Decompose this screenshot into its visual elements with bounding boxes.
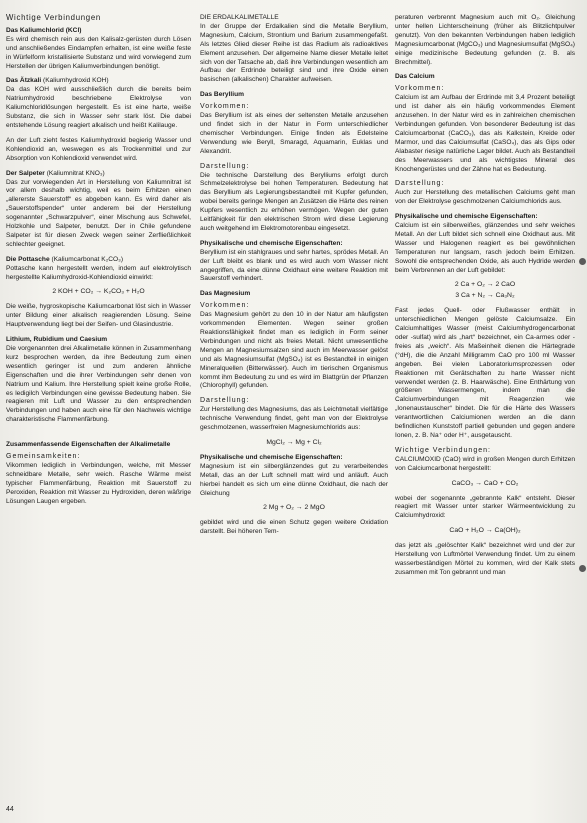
subheading-magnesium-vorkommen: Vorkommen: <box>200 302 250 310</box>
heading-zusammenfassung: Zusammenfassende Eigenschaften der Alkalimetalle <box>6 441 171 449</box>
heading-erdalkalimetalle: DIE ERDALKALIMETALLE <box>200 14 279 21</box>
heading-salpeter-formula: (Kaliumnitrat KNO₃) <box>46 169 105 177</box>
heading-salpeter <box>6 170 191 179</box>
heading-aetzkali <box>6 77 191 86</box>
paragraph-calcium-vorkommen: Calcium ist am Aufbau der Erdrinde mit 3,4 Prozent beteiligt und ist daher als ein häufig vorkommendes Element anzusehen. In der Natur wird es in zahlreichen chemischen Verbindungen gefunden. Von besonderer Bedeutung ist das Calciumcarbonat (CaCO₃), das als Kalkstein, Kreide oder Marmor, und das Calciumsulfat (CaSO₄), das als Gips oder Alabaster riesige natürliche Lager bildet. Auch als Bestandteil des Meerwassers und als wichtigstes Mineral des Knochengerüstes und der Zähne hat es Bedeutung. <box>395 94 575 173</box>
paragraph-beryllium-darstellung: Die technische Darstellung des Berylliums erfolgt durch Schmelzelektrolyse bei hohen Temperaturen. Bedeutung hat das Beryllium als Legierungsbestandteil mit Kupfer gefunden, wobei bereits geringe Mengen an Zusätzen die Härte des reinen Kupfers wesentlich zu erhöhen vermögen. Wegen der guten Leitfähigkeit für den elektrischen Strom wird diese Legierung auch weitgehend im Elektromotorenbau eingesetzt. <box>200 171 388 232</box>
subheading-magnesium-darstellung: Darstellung: <box>200 397 250 405</box>
paragraph-geloeschter-kalk: das jetzt als „gelöschter Kalk“ bezeichnet wird und der zur Herstellung von Luftmörtel Verwendung findet. Um zu einem wasserbeständigen Mörtel zu kommen, wird der Kalk stets zusammen mit Ton gebrannt und man <box>395 542 575 576</box>
subheading-calcium-verbindungen: Wichtige Verbindungen: <box>395 446 491 454</box>
paragraph-aetzkali-2: An der Luft zieht festes Kaliumhydroxid begierig Wasser und Kohlendioxid an, weswegen es als Trockenmittel und zur Absorption von Kohlendioxid verwendet wird. <box>6 136 191 162</box>
paragraph-zusammenfassung: Vikommen lediglich in Verbindungen, welche, mit Messer schneidbare Metalle, sehr weich. Rasche Wärme meist typischer Flammenfärbung, Reaktion mit Sauerstoff zu Peroxiden, Reaktion mit Wasser zu Hydroxiden, deren wäßrige Lösungen Laugen ergeben. <box>6 461 191 505</box>
subheading-beryllium-eigenschaften: Physikalische und chemische Eigenschaften: <box>200 239 343 247</box>
paragraph-beryllium-vorkommen: Das Beryllium ist als eines der seltensten Metalle anzusehen und findet sich in der Natur in Form unterschiedlicher chemischer Verbindungen. Einige finden als Edelsteine Verwendung wie Beryll, Smaragd, Aquamarin, Euklas und Alexandrit. <box>200 112 388 155</box>
heading-lithium: Lithium, Rubidium und Caesium <box>6 336 108 344</box>
paragraph-kaliumchlorid: Es wird chemisch rein aus den Kalisalz-gerüsten durch Lösen und anschließendes Eindampfen erhalten, ist eine weiße feste in Würfelform kristallisierte Substanz und wird vorwiegend zum Herstellen der übrigen Kaliumverbindungen benötigt. <box>6 35 191 70</box>
paragraph-magnesium-darstellung: Zur Herstellung des Magnesiums, das als Leichtmetall vielfältige technische Verwendung findet, geht man von der Elektrolyse geschmolzenen, wasserfreien Magnesiumchlorids aus: <box>200 406 388 432</box>
paragraph-aetzkali-1: Da das KOH wird ausschließlich durch die bereits beim Natriumhydroxid beschriebene Elektrolyse von Kaliumchloridlösungen hergestellt. Es ist eine harte, weiße Substanz, die sich in Wasser sehr stark löst. Die dabei entstehende Lösung reagiert alkalisch und heißt Kalilauge. <box>6 86 191 129</box>
subheading-beryllium-darstellung: Darstellung: <box>200 162 250 170</box>
subheading-calcium-vorkommen: Vorkommen: <box>395 85 445 93</box>
punch-hole-bottom <box>579 565 586 572</box>
paragraph-calcium-darstellung: Auch zur Herstellung des metallischen Calciums geht man von der Elektrolyse geschmolzenen Calciumchlorids aus. <box>395 189 575 206</box>
equation-magnesium-elektrolyse: MgCl₂ → Mg + Cl₂ <box>266 438 322 446</box>
heading-pottasche-formula: (Kaliumcarbonat K₂CO₃) <box>51 255 124 263</box>
section-header: Wichtige Verbindungen <box>6 13 101 22</box>
paragraph-gebrannter-kalk: wobei der sogenannte „gebrannte Kalk“ entsteht. Dieser reagiert mit Wasser unter starker Wärmeentwicklung zu Calciumhydroxid: <box>395 494 575 520</box>
heading-pottasche-title: Die Pottasche <box>6 255 50 263</box>
column-right <box>395 14 575 584</box>
equation-calcium-nitrid: 3 Ca + N₂ → Ca₃N₂ <box>455 292 515 300</box>
equation-calcium-oxid: 2 Ca + O₂ → 2 CaO <box>454 281 516 289</box>
paragraph-magnesium-vorkommen: Das Magnesium gehört zu den 10 in der Natur am häufigsten vorkommenden Elementen. Wegen seiner großen Reaktionsfähigkeit findet man es lediglich in Form seiner Verbindungen und nicht als freies Metall. Nicht unwesentliche Mengen an Magnesiumsalzen sind auch im Meerwasser gelöst und als Magnesiumsulfat (MgSO₄) ist es Bestandteil in einigen Mineralquellen (Bitterwässer). Auch im tierischen Organismus kommt ihm Bedeutung zu und es wird im Blattgrün der Pflanzen (Chlorophyll) gefunden. <box>200 311 388 390</box>
heading-salpeter-title: Der Salpeter <box>6 169 45 177</box>
paragraph-magnesium-fortsetzung: peraturen verbrennt Magnesium auch mit O₂. Gleichung unter hellen Lichterscheinung (früher als Blitzlichtpulver genutzt). Von den bekannten Verbindungen haben lediglich Magnesiumcarbonat (MgCO₃) und Magnesiumsulfat (MgSO₄) einige medizinische Bedeutung gefunden (z. B. als Brechmittel). <box>395 14 575 66</box>
paragraph-pottasche-2: Die weiße, hygroskopische Kaliumcarbonat löst sich in Wasser unter Bildung einer alkalisch reagierenden Lösung. Seine Hauptverwendung liegt bei der Seifen- und Glasindustrie. <box>6 303 191 329</box>
page-number: 44 <box>6 806 14 813</box>
heading-kaliumchlorid: Das Kaliumchlorid (KCl) <box>6 26 82 34</box>
equation-pottasche: 2 KOH + CO₂ → K₂CO₃ + H₂O <box>52 288 145 296</box>
heading-beryllium: Das Beryllium <box>200 91 244 99</box>
column-middle <box>200 14 388 543</box>
subheading-magnesium-eigenschaften: Physikalische und chemische Eigenschaften: <box>200 453 343 461</box>
paragraph-salpeter: Das zur vorwiegenden Art in Herstellung von Kaliumnitrat ist vor allem deshalb wichtig, weil es beim Erhitzen einen „allererste Sauerstoff“ es abgeben kann. Es wird daher als „Sauerstoffspender“ unter anderem bei der Herstellung sogenannter „Schwarzpulver“, einer Mischung aus Schwefel, Holzkohle und Salpeter, benutzt. Der in Chile gefundene Salpeter ist für diesen Zweck wegen seiner Zerfließlichkeit schlechter geeignet. <box>6 178 191 248</box>
paragraph-calcium-wasserhaerte: Fast jedes Quell- oder Flußwasser enthält in unterschiedlichen Mengen gelöste Calciumsalze. Ein Calciumhaltiges Wasser (meist Calciumhydrogencarbonat oder -sulfat) wird als „hart“ bezeichnet, ein Ca-armes oder -freies als „weich“. Als Maßeinheit dienen die Härtegrade (°dH), die die Anzahl Milligramm CaO pro 100 ml Wasser angeben. Bei vielen Laboratoriumsprozessen oder Reaktionen mit Gerätschaften zu harte Wasser nicht verwendet werden (z. B. Haarwäsche). Eine Enthärtung von größeren Wassermengen, indem man die Calciumverbindungen mit Reagenzien wie „Ionenaustauscher“ bindet. Die für die Härte des Wassers verantwortlichen Calciumionen werden an die dann befindlichen Kunststoff partiell gebunden und gegen andere Ionen, z. B. Na⁺ oder H⁺, ausgetauscht. <box>395 307 575 439</box>
paragraph-beryllium-eigenschaften: Beryllium ist ein stahlgraues und sehr hartes, sprödes Metall. An der Luft bleibt es blank und es wird auch vom Wasser nicht angegriffen, da eine dünne Oxidhaut eine weitere Reaktion mit Sauerstoff verhindert. <box>200 248 388 283</box>
heading-pottasche <box>6 256 191 265</box>
subheading-beryllium-vorkommen: Vorkommen: <box>200 103 250 111</box>
heading-aetzkali-title: Das Ätzkali <box>6 77 42 85</box>
column-left <box>6 14 191 513</box>
subheading-calcium-eigenschaften: Physikalische und chemische Eigenschaften: <box>395 213 538 221</box>
subheading-calcium-darstellung: Darstellung: <box>395 180 445 188</box>
heading-aetzkali-formula: (Kaliumhydroxid KOH) <box>43 77 109 85</box>
heading-magnesium: Das Magnesium <box>200 290 251 298</box>
paragraph-calciumoxid: CALCIUMOXID (CaO) wird in großen Mengen durch Erhitzen von Calciumcarbonat hergestellt: <box>395 455 575 472</box>
equation-magnesium-oxid: 2 Mg + O₂ → 2 MgO <box>263 504 325 512</box>
paragraph-calcium-eigenschaften: Calcium ist ein silberweißes, glänzendes und sehr weiches Metall. An der Luft bildet sich schnell eine Oxidhaut aus. Mit Wasser und Halogenen reagiert es bei gewöhnlichen Temperaturen nur langsam, rasch jedoch beim Erhitzen. Sowohl die entsprechenden Oxide, als auch Hydride werden beim Verbrennen an der Luft gebildet: <box>395 222 575 274</box>
paragraph-lithium: Die vorgenannten drei Alkalimetalle können in Zusammenhang kurz besprochen werden, da ihre Bedeutung zum einen wesentlich geringer ist und zum anderen ähnliche Eigenschaften und die ihrer Verbindungen sehr denen von Natrium und Kalium. Ihre Herstellung spielt keine große Rolle, es ledigilch Verbindungen eine gewisse Bedeutung haben. Sie reagieren mit Luft und Wasser zu den entsprechenden Verbindungen und haben auch eine für den Nachweis wichtige charakteristische Flammenfärbung. <box>6 345 191 424</box>
paragraph-magnesium-eigenschaften-2: gebildet wird und die einen Schutz gegen weitere Oxidation darstellt. Bei höheren Tem- <box>200 519 388 536</box>
subheading-gemeinsamkeiten: Gemeinsamkeiten: <box>6 453 81 461</box>
heading-calcium: Das Calcium <box>395 73 435 81</box>
paragraph-erdalkalimetalle: In der Gruppe der Erdalkalien sind die Metalle Beryllium, Magnesium, Calcium, Strontium und Barium zusammengefaßt. Als letztes Glied dieser Reihe ist das Radium als radioaktives Element anzusehen. Der allgemeine Name dieser Metalle leitet sich von der Tatsache ab, daß ihre Verbindungen wesentlich am Aufbau der Erdrinde beteiligt sind und ihre Oxide einen basischen (alkalischen) Charakter aufweisen. <box>200 22 388 84</box>
punch-hole-top <box>579 258 586 265</box>
equation-calcium-hydroxid: CaO + H₂O → Ca(OH)₂ <box>449 527 521 535</box>
paragraph-magnesium-eigenschaften: Magnesium ist ein silberglänzendes gut zu verarbeitendes Metall, das an der Luft schnell matt wird und anläuft. Auch hierbei handelt es sich um eine dünne Oxidhaut, die nach der Gleichung <box>200 462 388 497</box>
equation-calcium-carbonat: CaCO₃ → CaO + CO₂ <box>451 479 519 487</box>
paragraph-pottasche-1: Pottasche kann hergestellt werden, indem auf elektrolytisch hergestellte Kaliumhydroxid-Kohlendioxid einwirkt: <box>6 264 191 281</box>
